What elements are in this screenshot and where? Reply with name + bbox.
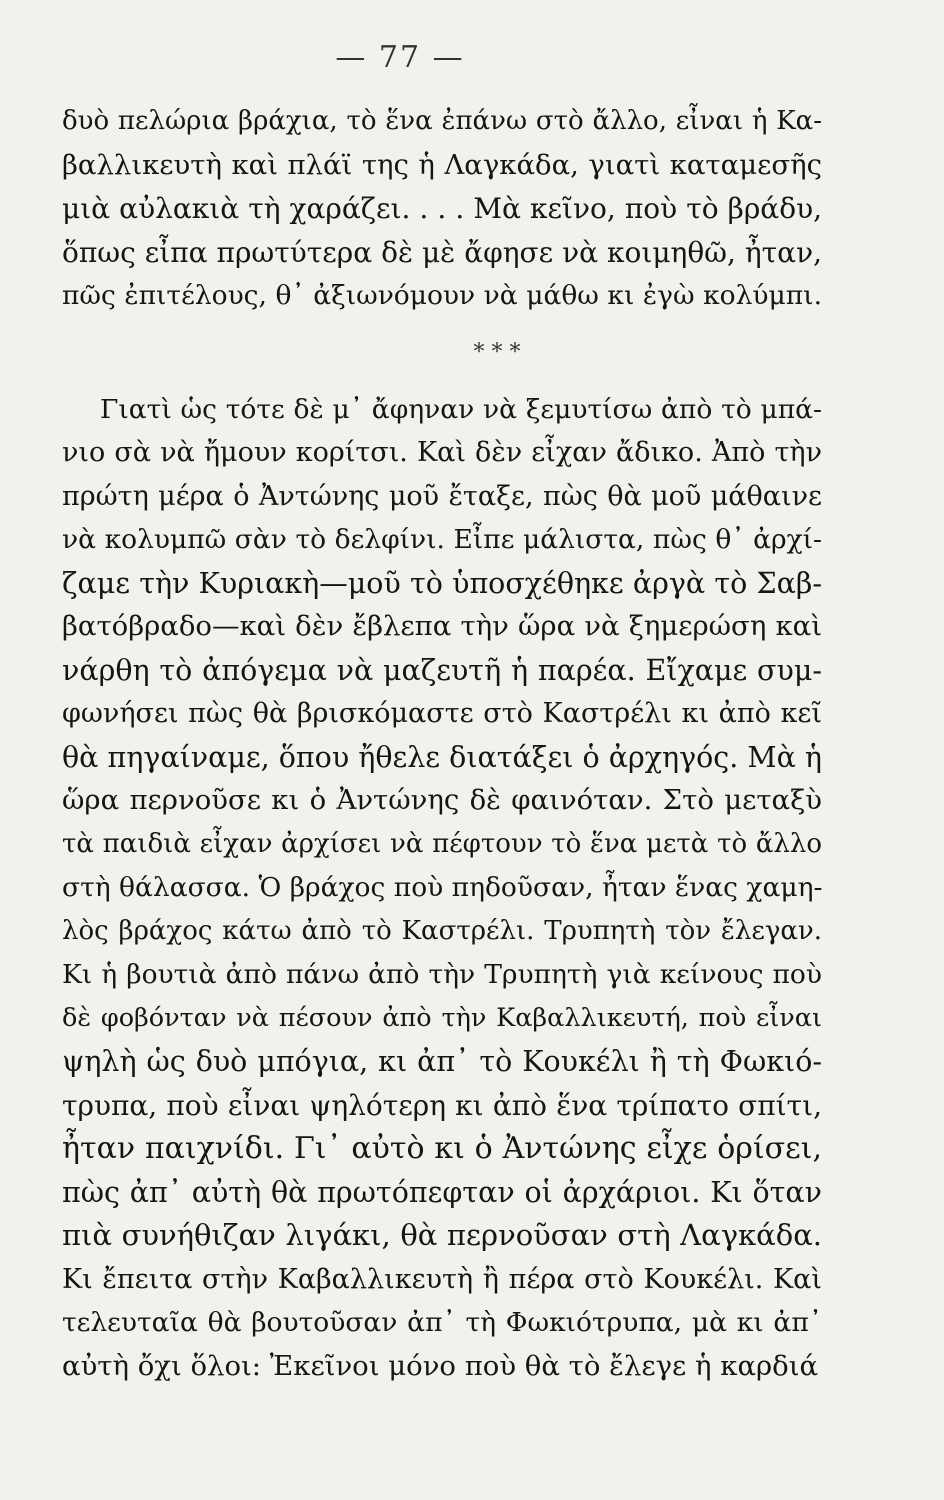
- text-line: ἦταν παιχνίδι. Γι᾿ αὐτὸ κι ὁ Ἀντώνης εἶχε ὁρίσει,: [62, 1131, 822, 1166]
- text-line: λὸς βράχος κάτω ἀπὸ τὸ Καστρέλι. Τρυπητὴ τὸν ἔλεγαν.: [62, 915, 822, 946]
- paragraph-1: [62, 100, 822, 318]
- text-line: νάρθη τὸ ἀπόγεμα νὰ μαζευτῆ ἡ παρέα. Εἴχαμε συμ-: [62, 653, 822, 687]
- text-line: δὲ φοβόνταν νὰ πέσουν ἀπὸ τὴν Καβαλλικευτή, ποὺ εἶναι: [62, 1002, 822, 1033]
- text-line: νιο σὰ νὰ ἤμουν κορίτσι. Καὶ δὲν εἶχαν ἄδικο. Ἀπὸ τὴν: [62, 437, 822, 468]
- text-line: τὰ παιδιὰ εἶχαν ἀρχίσει νὰ πέφτουν τὸ ἕνα μετὰ τὸ ἄλλο: [62, 828, 822, 859]
- text-line: Γιατὶ ὡς τότε δὲ μ᾿ ἄφηναν νὰ ξεμυτίσω ἀπὸ τὸ μπά-: [100, 393, 822, 425]
- text-line: στὴ θάλασσα. Ὁ βράχος ποὺ πηδοῦσαν, ἦταν ἕνας χαμη-: [62, 872, 823, 903]
- text-line: ὅπως εἶπα πρωτύτερα δὲ μὲ ἄφησε νὰ κοιμηθῶ, ἦταν,: [62, 235, 822, 269]
- text-line: πῶς ἐπιτέλους, θ᾿ ἀξιωνόμουν νὰ μάθω κι ἐγὼ κολύμπι.: [62, 280, 822, 311]
- text-line: πρώτη μέρα ὁ Ἀντώνης μοῦ ἔταξε, πὼς θὰ μοῦ μάθαινε: [62, 480, 822, 512]
- text-line: ὥρα περνοῦσε κι ὁ Ἀντώνης δὲ φαινόταν. Στὸ μεταξὺ: [62, 784, 822, 816]
- text-line: μιὰ αὐλακιὰ τὴ χαράζει. . . . Μὰ κεῖνο, ποὺ τὸ βράδυ,: [62, 192, 822, 225]
- text-line: ζαμε τὴν Κυριακὴ—μοῦ τὸ ὑποσχέθηκε ἀργὰ τὸ Σαβ-: [62, 566, 822, 600]
- text-line: ψηλὴ ὡς δυὸ μπόγια, κι ἀπ᾿ τὸ Κουκέλι ἢ τὴ Φωκιό-: [62, 1045, 822, 1078]
- section-separator: * * *: [473, 339, 521, 365]
- text-line: βαλλικευτὴ καὶ πλάϊ της ἡ Λαγκάδα, γιατὶ καταμεσῆς: [62, 148, 822, 181]
- text-line: φωνήσει πὼς θὰ βρισκόμαστε στὸ Καστρέλι κι ἀπὸ κεῖ: [62, 698, 822, 729]
- text-line: τελευταῖα θὰ βουτοῦσαν ἀπ᾿ τὴ Φωκιότρυπα, μὰ κι ἀπ᾿: [62, 1307, 822, 1338]
- text-line: Κι ἔπειτα στὴν Καβαλλικευτὴ ἢ πέρα στὸ Κουκέλι. Καὶ: [62, 1263, 822, 1295]
- text-line: βατόβραδο—καὶ δὲν ἔβλεπα τὴν ὥρα νὰ ξημερώση καὶ: [62, 610, 822, 642]
- text-line: δυὸ πελώρια βράχια, τὸ ἕνα ἐπάνω στὸ ἄλλο, εἶναι ἡ Κα-: [62, 106, 822, 136]
- text-line: πιὰ συνήθιζαν λιγάκι, θὰ περνοῦσαν στὴ Λαγκάδα.: [62, 1218, 822, 1252]
- body-text: [62, 100, 822, 1388]
- page-number: — 77 —: [335, 40, 465, 75]
- text-line: πὼς ἀπ᾿ αὐτὴ θὰ πρωτόπεφταν οἱ ἀρχάριοι. Κι ὅταν: [62, 1175, 822, 1209]
- text-line: αὐτὴ ὄχι ὅλοι: Ἐκεῖνοι μόνο ποὺ θὰ τὸ ἔλεγε ἡ καρδιά: [62, 1349, 819, 1382]
- text-line: Κι ἡ βουτιὰ ἀπὸ πάνω ἀπὸ τὴν Τρυπητὴ γιὰ κείνους ποὺ: [62, 959, 822, 990]
- paragraph-2: [62, 388, 822, 1389]
- text-line: θὰ πηγαίναμε, ὅπου ἤθελε διατάξει ὁ ἀρχηγός. Μὰ ἡ: [62, 740, 822, 774]
- text-line: τρυπα, ποὺ εἶναι ψηλότερη κι ἀπὸ ἕνα τρίπατο σπίτι,: [62, 1088, 822, 1122]
- text-line: νὰ κολυμπῶ σὰν τὸ δελφίνι. Εἶπε μάλιστα, πὼς θ᾿ ἀρχί-: [62, 524, 822, 555]
